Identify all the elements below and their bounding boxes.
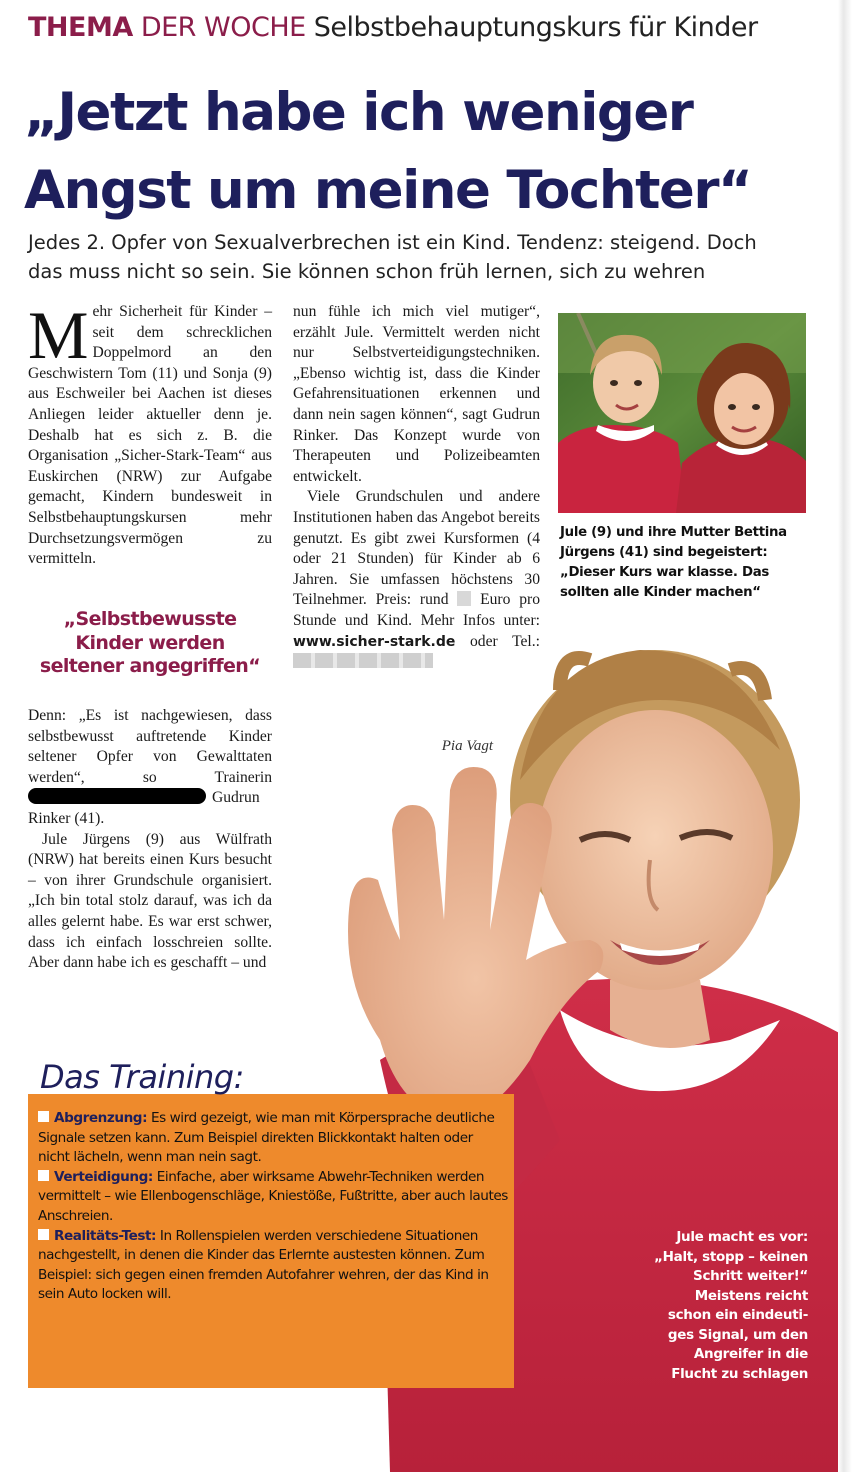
page-edge-shadow	[838, 0, 852, 1472]
caption-top-line-2: Jürgens (41) sind begeistert:	[560, 545, 768, 560]
caption-main-line-7: Angreifer in die	[693, 1346, 808, 1362]
training-item-realitaets-test	[38, 1227, 508, 1305]
training-item-verteidigung	[38, 1168, 508, 1227]
training-item-label: Realitäts-Test:	[54, 1227, 157, 1244]
article-column-1	[28, 297, 272, 570]
bullet-square-icon	[38, 1170, 49, 1181]
pull-quote-line-2: Kinder werden	[75, 631, 225, 654]
article-paragraph-1: ehr Sicherheit für Kinder – seit dem schrecklichen Doppelmord an den Geschwistern Tom (11) und Sonja (9) aus Eschweiler bei Aachen ist dieses Anliegen leider aktueller denn je. Deshalb hat es sich z. B. die Organisation „Sicher-Stark-Team“ aus Euskirchen (NRW) zur Aufgabe gemacht, Kindern bundesweit in Selbstbehauptungskursen mehr Durchsetzungsvermögen zu vermitteln.	[28, 303, 272, 568]
oder-text: oder	[470, 632, 498, 650]
caption-main-line-2: „Halt, stopp – keinen	[654, 1248, 808, 1265]
caption-main-line-1: Jule macht es vor:	[676, 1229, 808, 1245]
pull-quote-line-1: „Selbstbewusste	[63, 608, 237, 630]
training-item-label: Abgrenzung:	[54, 1110, 148, 1126]
caption-main-line-8: Flucht zu schlagen	[671, 1365, 808, 1382]
pull-quote-line-3: seltener angegriffen“	[39, 655, 261, 677]
author-byline: Pia Vagt	[441, 738, 493, 754]
article-paragraph-5b: Euro pro Stunde und Kind. Mehr Infos unter:	[293, 591, 541, 629]
headline-line-1: „Jetzt habe ich weniger	[24, 82, 693, 143]
article-paragraph-5a: Viele Grundschulen und andere Institutionen haben das Angebot bereits genutzt. Es gibt zwei Kursformen (4 oder 21 Stunden) für Kinder ab 6 Jahren. Sie umfassen höchstens 30 Teilnehmer. Preis: rund	[293, 488, 540, 609]
photo-jule-and-mother	[558, 313, 806, 513]
caption-top-line-1: Jule (9) und ihre Mutter Bettina	[560, 525, 787, 540]
caption-main-line-6: ges Signal, um den	[667, 1326, 808, 1343]
bullet-square-icon	[38, 1111, 49, 1122]
training-title: Das Training:	[40, 1058, 244, 1096]
deck	[28, 228, 818, 286]
training-item-text: Einfache, aber wirksame Abwehr-Techniken werden vermittelt – wie Ellenbogenschläge, Kniestöße, Fußtritte, aber auch lautes Anschreien.	[38, 1168, 508, 1224]
dropcap: M	[28, 297, 89, 373]
deck-line-2: das muss nicht so sein. Sie können schon früh lernen, sich zu wehren	[28, 260, 706, 283]
kicker-der-woche: DER WOCHE	[140, 12, 306, 43]
website-link[interactable]: www.sicher-stark.de	[293, 633, 456, 650]
training-item-text: Es wird gezeigt, wie man mit Körpersprache deutliche Signale setzen kann. Zum Beispiel direkten Blickkontakt halten oder nicht lächeln, wenn man nein sagt.	[38, 1110, 495, 1166]
pull-quote	[28, 608, 272, 679]
photo-caption-main	[640, 1228, 808, 1384]
headline	[24, 74, 839, 230]
training-item-abgrenzung	[38, 1109, 508, 1168]
kicker-topic: Selbstbehauptungskurs für Kinder	[313, 12, 758, 43]
article-paragraph-2-end: Gudrun Rinker (41).	[28, 789, 260, 827]
caption-top-line-3: „Dieser Kurs war klasse. Das	[560, 565, 769, 580]
caption-main-line-5: schon ein eindeuti-	[667, 1307, 808, 1323]
tel-label: Tel.:	[512, 632, 540, 650]
training-list	[38, 1109, 508, 1305]
section-kicker	[28, 12, 758, 43]
photo-jule-and-mother-image	[558, 313, 806, 513]
caption-top-line-4: sollten alle Kinder machen“	[560, 585, 761, 600]
headline-line-2: Angst um meine Tochter“	[24, 160, 752, 221]
caption-main-line-4: Meistens reicht	[694, 1287, 808, 1304]
article-paragraph-2: Denn: „Es ist nachgewiesen, dass selbstbewusst auftretende Kinder seltener Opfer von Gewalttaten werden“, so Trainerin	[28, 707, 272, 786]
photo-caption-top	[560, 523, 820, 603]
blurred-price	[457, 591, 471, 606]
training-item-text: In Rollenspielen werden verschiedene Situationen nachgestellt, in denen die Kinder das Erlernte austesten können. Zum Beispiel: sich gegen einen fremden Autofahrer wehren, der das Kind in sein Auto locken will.	[38, 1227, 489, 1303]
article-column-1-continued	[28, 706, 272, 974]
article-paragraph-4: nun fühle ich mich viel mutiger“, erzählt Jule. Vermittelt werden nicht nur Selbstverteidigungstechniken. „Ebenso wichtig ist, dass die Kinder Gefahrensituationen erkennen und dann nein sagen können“, sagt Gudrun Rinker. Das Konzept wurde von Therapeuten und Polizeibeamten entwickelt.	[293, 303, 540, 485]
bullet-square-icon	[38, 1229, 49, 1240]
deck-line-1: Jedes 2. Opfer von Sexualverbrechen ist ein Kind. Tendenz: steigend. Doch	[28, 231, 757, 254]
article-paragraph-3: Jule Jürgens (9) aus Wülfrath (NRW) hat bereits einen Kurs besucht – von ihrer Grundschule organisiert. „Ich bin total stolz darauf, was ich da alles gelernt habe. Es war erst schwer, dass ich einfach losschreien sollte. Aber dann habe ich es geschafft – und	[28, 830, 272, 972]
caption-main-line-3: Schritt weiter!“	[693, 1268, 808, 1284]
training-item-label: Verteidigung:	[54, 1168, 153, 1185]
kicker-thema: THEMA	[28, 12, 133, 43]
article-column-2	[293, 302, 540, 673]
redaction-bar	[28, 788, 206, 804]
